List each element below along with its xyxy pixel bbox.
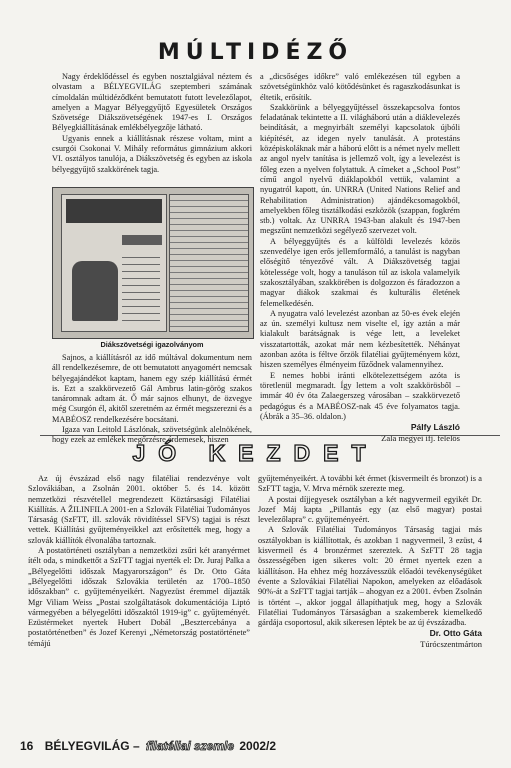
- id-card-inner-page: [169, 194, 249, 332]
- paragraph: Nagy érdeklődéssel és egyben nosztalgiával néztem és olvastam a BÉLYEGVILÁG szeptemberi számának címoldalán múltidéződként bemutatott futott levelezőlapot, amelyen a Magyar Bélyeggyűjtő Egyesületek Országos Szövetsége Diákszövetségének 1947-es I. Országos Bélyegkiállításának emlékbélyegzője látható.: [52, 72, 252, 133]
- section2-right-column: [258, 474, 482, 736]
- photo-caption: Diákszövetségi igazolványom: [100, 340, 204, 349]
- paragraph: Szakkörünk a bélyeggyűjtéssel összekapcsolva fontos feladatának tekintette a II. világháború után a diáklevelezés beindítását, a megnyirbált személyi kapcsolatok újbóli kiépítését, az idegen nyelv tanulását. A protestáns középiskoláknak már a háború előtt is a német nyelv mellett az angol nyelv tanítása is jellemző volt, így a levelezést is főleg ezen a nyelven folytattuk. A címeket a „School Post” című angol nyelvű diáklapokból vettük, valamint a nyugatról kapott, ún. UNRRA (United Nations Relief and Rehabilitation Administration) ajándékcsomagokból, amelyekben főleg tisztálkodási eszközök (szappan, fogkrém stb.) voltak. Az UNRRA 1943-ban alakult és 1947-ben megszűnt nemzetközi segélyező szervezet volt.: [260, 102, 460, 236]
- paragraph: Igaza van Leitold Lászlónak, szövetségünk alelnökének, hogy ezek az emlékek megőrzésre érdemesek, hiszen: [52, 425, 252, 445]
- author-name: Dr. Otto Gáta: [429, 628, 482, 639]
- author-role: Zala megyei ifj. felelős: [381, 432, 460, 443]
- paragraph: A nyugatra való levelezést azonban az 50-es évek elején az ún. személyi kultusz nem viselte el, így aztán a már kialakult barátságnak is vége lett, a leveleket visszatartották, azokat már nem kézbesítették. Néhányat azonban azóta is féltve őrzök filatéliai gyűjteményem közt, hiszen személyes élményeim fűződnek valamennyihez.: [260, 308, 460, 370]
- paragraph: Sajnos, a kiállításról az idő múltával dokumentum nem áll rendelkezésemre, de ott bemutatott anyagomért nemcsak bélyegajándékot kaptam, hanem egy szép kiállítású érmét is. Ezt a szakkörvezető Gál Ambrus latin-görög szakos tanáromnak adtam át. Ő már sajnos elhunyt, de özvegye még Csurgón él, akitől szeretném az érmét megszerezni és a MABÉOSZ rendelkezésére bocsátani.: [52, 353, 252, 424]
- author-signature: [260, 422, 460, 433]
- paragraph: A postatörténeti osztályban a nemzetközi zsűri két aranyérmet ítélt oda, s mindkettőt a SzFTT tagjai nyerték el: Dr. Juraj Palka a „Bélyegelőtti időszak Magyarországon” és Dr. Otto Gáta „Bélyegelőtti időszak Szlovákia területén az 1700–1850 időszakban” c. gyűjteményeikért. Nagyezüst éremmel díjazták Mgr Viliam Weiss „Postai szolgáltatások dokumentációja Liptó vármegyében a bélyegelőtti időszaktól 1919-ig” c. gyűjteményét. Ezüstérmeket nyertek Hubert Dobál „Besztercebánya a postatörténetben” és Jozef Kerenyi „Németország postatörténete” témájú: [28, 546, 250, 648]
- section-title-jo-kezdet: JÓ KEZDET: [132, 440, 379, 466]
- section2-left-column: [28, 474, 250, 734]
- paragraph: A bélyeggyűjtés és a külföldi levelezés közös szenvedélye igen erős jellemformáló, a tanulást is nagyban előségítő tényezővé vált. A Diákszövetség tagjai kötelessége volt, hogy a tanuláson túl az iskola valamelyik szakosztályában, szakkörében is dolgozzon és fáradozzon a magyar diákok szakmai és kulturális életének felemelkedésén.: [260, 236, 460, 308]
- paragraph: a „dicsőséges időkre” való emlékezésen túl egyben a szövetségünkhöz való kötődésünket és ragaszkodásunkat is éltetik, erősítik.: [260, 72, 460, 102]
- author-name: Pálfy László: [410, 422, 460, 433]
- issue-number: 2002/2: [239, 739, 277, 753]
- id-card-front: [61, 194, 167, 332]
- paragraph: E nemes hobbi iránti elkötelezettségem azóta is töretlenül megmaradt. Így lettem a volt szakkörösből – immár 40 év óta Zalaegerszeg városában – szakkörvezető pedagógus és a MABÉOSZ-nak 45 éve folyamatos tagja. (Ábrák a 35–36. oldalon.): [260, 370, 460, 421]
- page-footer: [20, 739, 276, 753]
- portrait-photo: [72, 261, 118, 321]
- paragraph: Ugyanis ennek a kiállításnak részese voltam, mint a csurgói Csokonai V. Mihály református gimnázium akkori VI. osztályos tanulója, a Diákszövetség és egyben az iskola bélyeggyűjtő szakkörének tagja.: [52, 133, 252, 174]
- magazine-name: BÉLYEGVILÁG –: [44, 739, 140, 753]
- magazine-subtitle: filatéliai szemle: [145, 739, 235, 753]
- section-divider: [40, 435, 500, 436]
- section1-right-column: [260, 72, 460, 443]
- section-title-multidezo: MÚLTIDÉZŐ: [157, 40, 354, 65]
- paragraph: Az új évszázad első nagy filatéliai rendezvénye volt Szlovákiában, a Zsolnán 2001. október 5. és 14. között nemzetközi részvétellel megrendezett Köztársasági Filatéliai Kiállítás. A ŽILINFILA 2001-en a Szlovák Filatéliai Tudományos Társaság (SzFTT, ill. szlovák rövidítéssel SFVS) tagjai is részt vettek. Kiállítási gyűjteményeikkel azt erősítették meg, hogy a szlovák kiállítók élvonalába tartoznak.: [28, 474, 250, 545]
- paragraph: gyűjteményeikért. A további két érmet (kisvermeilt és bronzot) is a SzFTT tagja, V. Mrva mérnök szerezte meg.: [258, 474, 482, 494]
- paragraph: A postai díjjegyesek osztályban a két nagyvermeil egyikét Dr. Jozef Máj kapta „Pillantás egy (az első magyar) postai levelezőlapra” c. gyűjteményeért.: [258, 494, 482, 525]
- page-number: 16: [20, 739, 34, 753]
- paragraph: A Szlovák Filatéliai Tudományos Társaság tagjai más osztályokban is kiállítottak, és azokban 1 nagyvermeil, 3 ezüst, 4 kisvermeil és 4 bronzérmet szereztek. A SzFTT 28 tagja összességében igen sikeres volt: 20 érmet nyertek ezen a kiállításon. Ha ehhez még hozzávesszük előadói tevékenységüket évente a Szlovákiai Filatéliai Napokon, amelyeken az előadások 90%-át a SzFTT tagjai tartják – ahogyan ez a 2001. évben Zsolnán is történt –, akkor joggal állapíthatjuk meg, hogy a Szlovák Filatéliai Tudományos Társaságban a szakemberek kiemelkedő gárdája csoportosul, akik sikeresen léptek be az új évszázadba.: [258, 525, 482, 628]
- author-signature: [258, 628, 482, 639]
- author-role: Túrócszentmárton: [420, 638, 482, 649]
- section1-left-column-top: [52, 72, 252, 184]
- student-id-card-photo: [52, 187, 254, 339]
- section1-left-column-bottom: [52, 353, 252, 445]
